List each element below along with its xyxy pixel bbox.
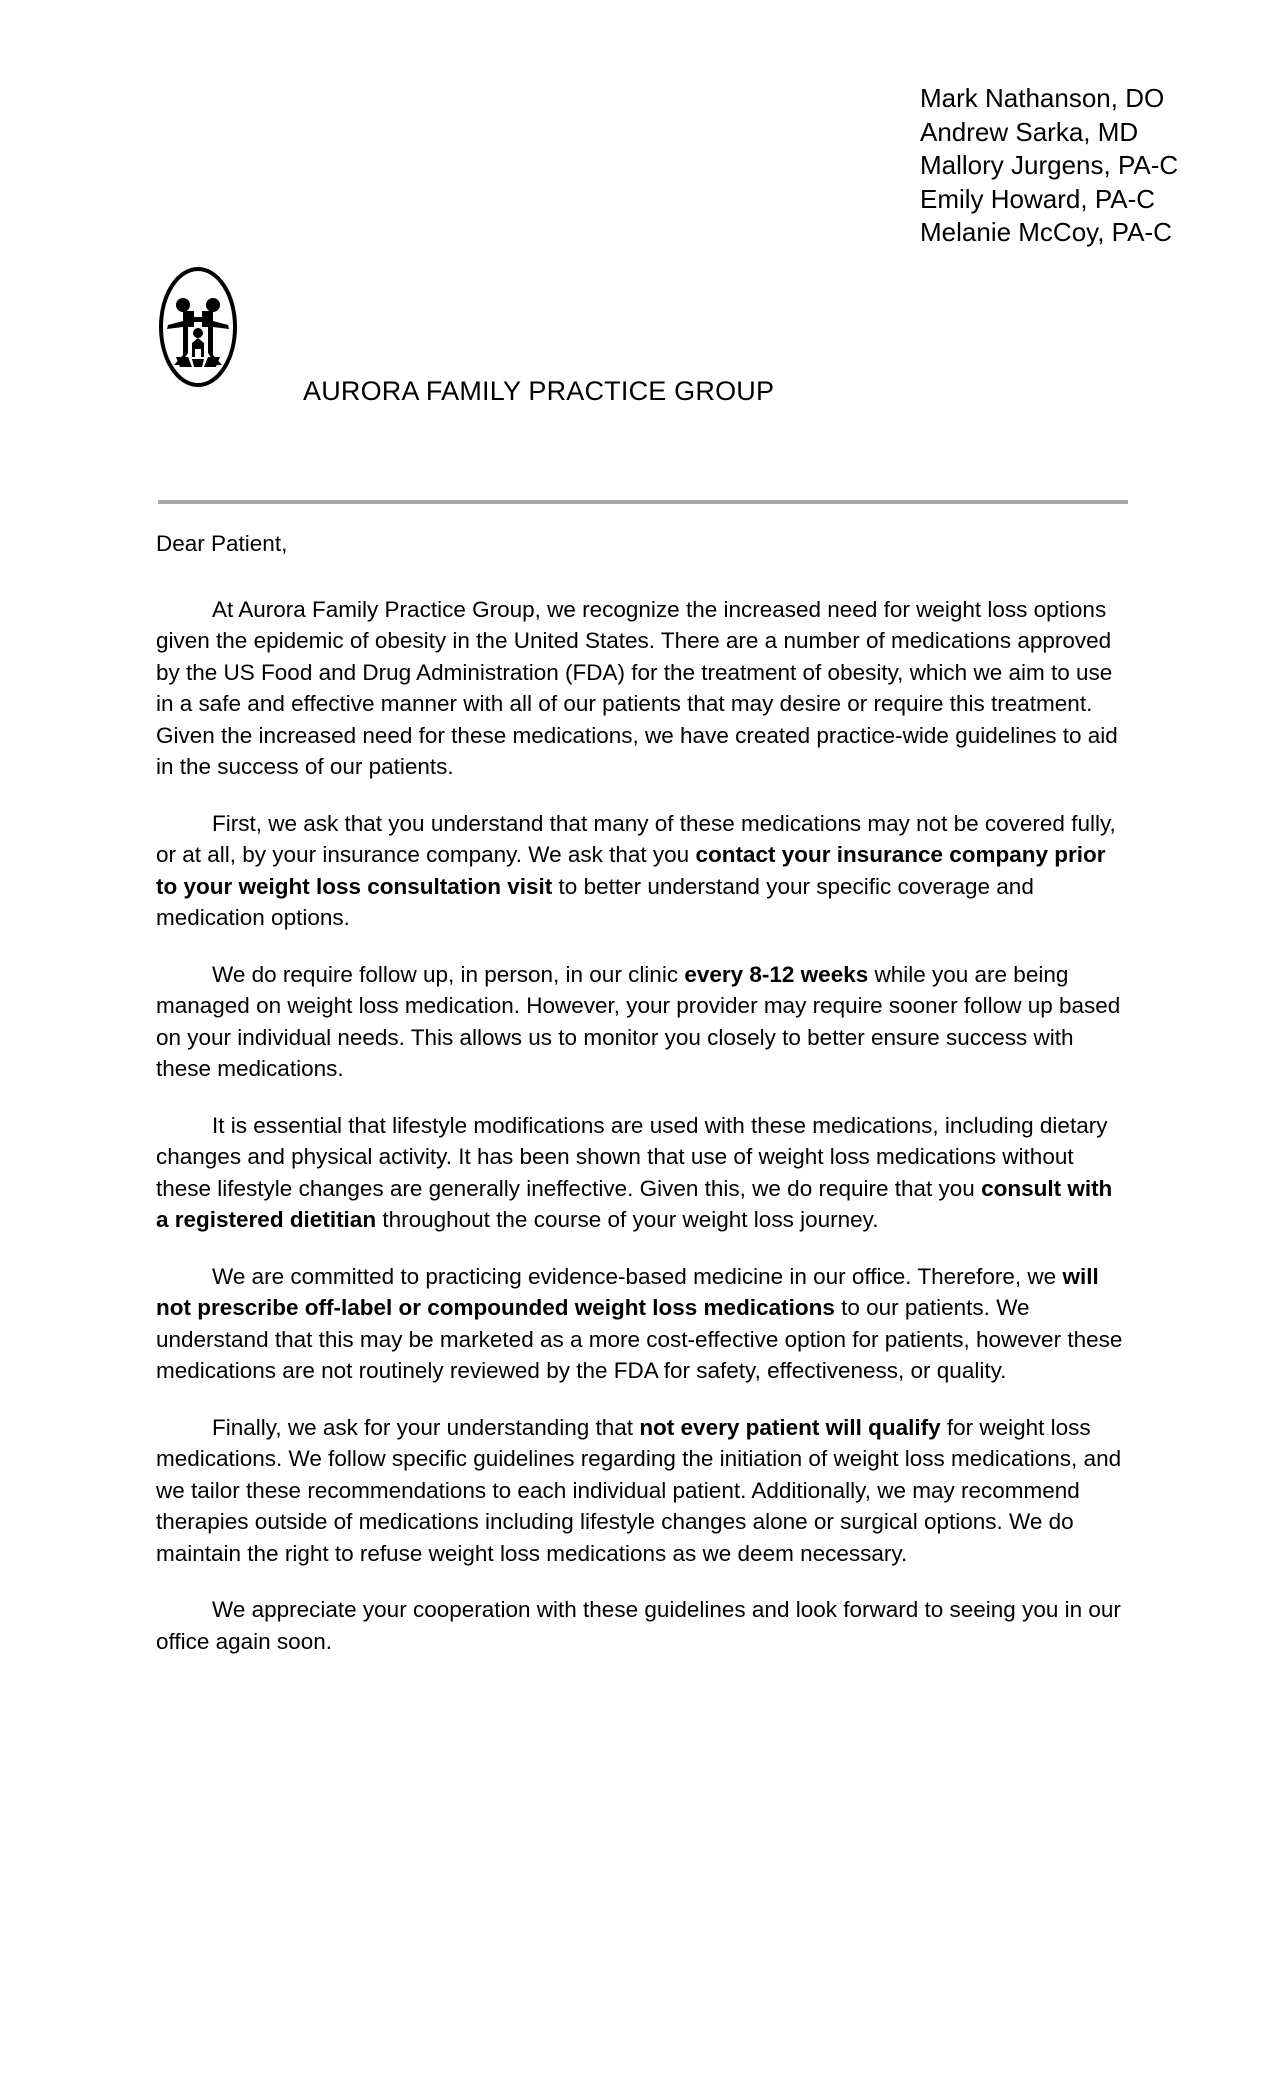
body-text: We are committed to practicing evidence-based medicine in our office. Therefore, we [212,1263,1063,1289]
paragraph-follow-up [156,959,1124,1085]
body-text: to better understand your specific coverage and medication options. [156,873,1034,930]
provider-name: Emily Howard, PA-C [920,183,1156,214]
body-text: First, we ask that you understand that many of these medications may not be covered fully, or at all, by your insurance company. We ask that you [156,810,1116,867]
letterhead [0,0,1275,440]
letter-body [156,528,1124,1657]
body-text: It is essential that lifestyle modifications are used with these medications, including dietary changes and physical activity. It has been shown that use of weight loss medications without these lifestyle changes are generally ineffective. Given this, we do require that you [156,1112,1108,1201]
paragraph-insurance [156,808,1124,934]
provider-name: Mallory Jurgens, PA-C [920,150,1179,180]
emphasis-text: consult with a registered dietitian [156,1175,1113,1232]
body-text: At Aurora Family Practice Group, we recognize the increased need for weight loss options given the epidemic of obesity in the United States. There are a number of medications approved by the US Food and Drug Administration (FDA) for the treatment of obesity, which we aim to use in a safe and effective manner with all of our patients that may desire or require this treatment. Given the increased need for these medications, we have created practice-wide guidelines to aid in the success of our patients. [156,596,1118,779]
body-text: while you are being managed on weight loss medication. However, your provider may require sooner follow up based on your individual needs. This allows us to monitor you closely to better ensure success with these medications. [156,961,1121,1081]
header-divider [158,500,1128,504]
emphasis-text: contact your insurance company prior to your weight loss consultation visit [156,842,1106,899]
salutation: Dear Patient, [156,531,288,556]
letter-paragraphs [156,594,1124,1658]
provider-name: Mark Nathanson, DO [920,83,1165,113]
body-text: We appreciate your cooperation with these guidelines and look forward to seeing you in our office again soon. [156,1597,1121,1654]
paragraph-closing [156,1594,1124,1657]
paragraph-lifestyle [156,1110,1124,1236]
provider-name: Andrew Sarka, MD [920,116,1139,147]
paragraph-evidence-based [156,1261,1124,1387]
practice-name: AURORA FAMILY PRACTICE GROUP [303,376,775,406]
provider-list [920,82,1180,250]
paragraph-qualification [156,1412,1124,1570]
body-text: We do require follow up, in person, in our clinic [212,961,685,987]
body-text: Finally, we ask for your understanding that [212,1414,640,1440]
emphasis-text: every 8-12 weeks [684,961,869,987]
provider-name: Melanie McCoy, PA-C [920,217,1172,247]
body-text: throughout the course of your weight loss journey. [376,1207,879,1232]
paragraph-intro [156,594,1124,783]
body-text: to our patients. We understand that this may be marketed as a more cost-effective option for patients, however these medications are not routinely reviewed by the FDA for safety, effectiveness, or quality. [156,1295,1123,1383]
aurora-family-practice-logo-icon [158,265,238,390]
body-text: for weight loss medications. We follow specific guidelines regarding the initiation of weight loss medications, and we tailor these recommendations to each individual patient. Additionally, we may recommend therapies outside of medications including lifestyle changes alone or surgical options. We do maintain the right to refuse weight loss medications as we deem necessary. [156,1414,1122,1566]
emphasis-text: not every patient will qualify [639,1414,941,1440]
emphasis-text: will not prescribe off-label or compounded weight loss medications [156,1263,1099,1320]
